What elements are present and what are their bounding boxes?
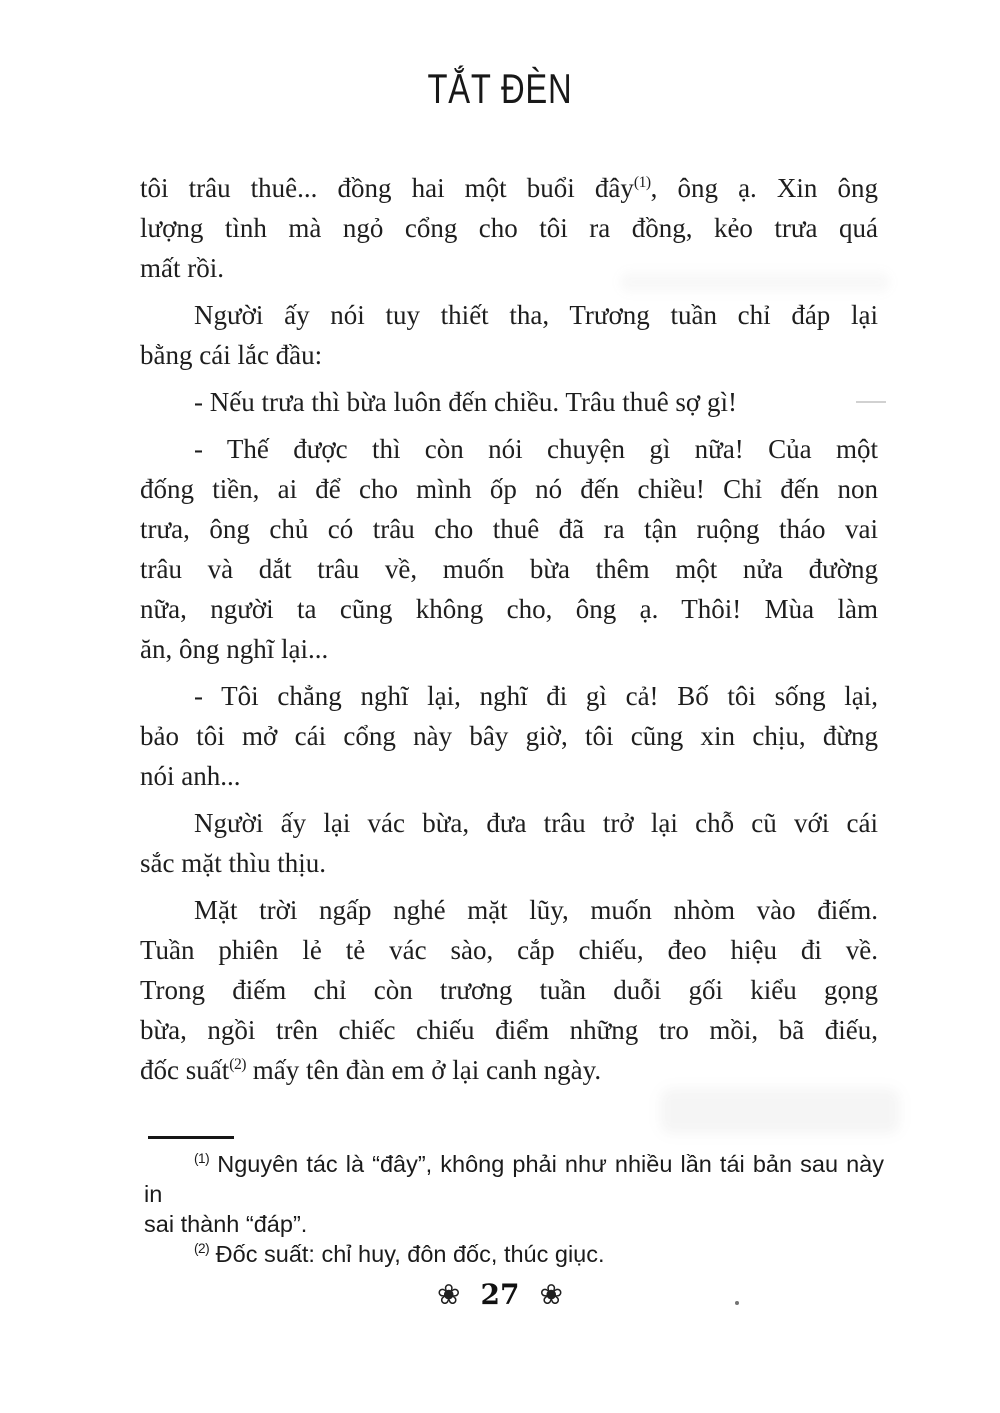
text-line: Mặt trời ngấp nghé mặt lũy, muốn nhòm vào điếm. [194, 895, 878, 926]
footnote-marker: (2) [194, 1241, 210, 1257]
footnotes [144, 1149, 884, 1269]
text-line: - Tôi chẳng nghĩ lại, nghĩ đi gì cả! Bố tôi sống lại, [194, 681, 878, 712]
footnote-marker: (2) [229, 1056, 246, 1074]
footnote-marker: (1) [194, 1151, 210, 1167]
page-title [0, 0, 1000, 112]
flower-ornament-icon: ❀ [437, 1278, 461, 1312]
text-line: nói anh... [140, 761, 241, 792]
text-line: sai thành “đáp”. [144, 1211, 308, 1238]
paragraph [140, 803, 878, 883]
text-line: trâu và dắt trâu về, muốn bừa thêm một nửa đường [140, 554, 878, 585]
text-line: - Nếu trưa thì bừa luôn đến chiều. Trâu thuê sợ gì! [194, 387, 737, 418]
text-line: đốc suất$^{(2)}$ mấy tên đàn em ở lại canh ngày. [140, 1055, 602, 1086]
footnote-divider [148, 1136, 234, 1139]
text-line: lượng tình mà ngỏ cổng cho tôi ra đồng, kẻo trưa quá [140, 213, 878, 244]
paragraph [140, 295, 878, 375]
text-line: đống tiền, ai để cho mình ốp nó đến chiều! Chỉ đến non [140, 474, 878, 505]
text-line: $^{(2)}$ Đốc suất: chỉ huy, đôn đốc, thúc giục. [194, 1241, 605, 1268]
text-line: ăn, ông nghĩ lại... [140, 634, 329, 665]
paragraph [140, 382, 878, 422]
text-line: Tuần phiên lẻ tẻ vác sào, cắp chiếu, đeo hiệu đi về. [140, 935, 878, 966]
text-line: bảo tôi mở cái cổng này bây giờ, tôi cũng xin chịu, đừng [140, 721, 878, 752]
text-line: $^{(1)}$ Nguyên tác là “đây”, không phải như nhiều lần tái bản sau này in [144, 1151, 884, 1208]
body-text [140, 168, 878, 1090]
text-line: mất rồi. [140, 253, 224, 284]
page-number: 27 [480, 1278, 520, 1312]
text-line: tôi trâu thuê... đồng hai một buổi đây$^{(1)}$, ông ạ. Xin ông [140, 173, 878, 204]
text-line: - Thế được thì còn nói chuyện gì nữa! Của một [194, 434, 878, 465]
text-line: nữa, người ta cũng không cho, ông ạ. Thôi! Mùa làm [140, 594, 878, 625]
paragraph [140, 676, 878, 796]
paragraph [144, 1149, 884, 1239]
text-line: trưa, ông chủ có trâu cho thuê đã ra tận ruộng tháo vai [140, 514, 878, 545]
flower-ornament-icon: ❀ [539, 1278, 563, 1312]
footnote-marker: (1) [633, 174, 651, 192]
paragraph [140, 429, 878, 669]
page-title-text: TẮT ĐÈN [427, 65, 573, 112]
page-footer [0, 1278, 1000, 1312]
paragraph [140, 890, 878, 1090]
text-line: sắc mặt thìu thịu. [140, 848, 326, 879]
text-line: Người ấy nói tuy thiết tha, Trương tuần chỉ đáp lại [194, 300, 878, 331]
text-line: bằng cái lắc đầu: [140, 340, 323, 371]
text-line: Trong điếm chỉ còn trương tuần duỗi gối kiểu gọng [140, 975, 878, 1006]
paragraph [140, 168, 878, 288]
text-line: Người ấy lại vác bừa, đưa trâu trở lại chỗ cũ với cái [194, 808, 878, 839]
paragraph [144, 1239, 884, 1269]
scan-artifact [660, 1088, 900, 1134]
text-line: bừa, ngồi trên chiếc chiếu điểm những tro mồi, bã điếu, [140, 1015, 878, 1046]
